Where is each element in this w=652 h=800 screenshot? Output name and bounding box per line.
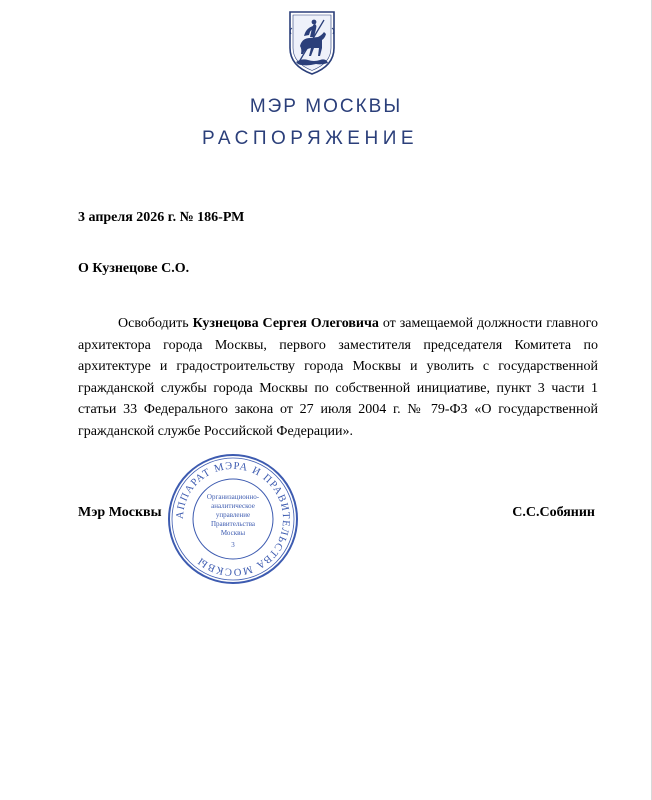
document-body <box>78 313 598 442</box>
body-rest: от замещаемой должности главного архитектора города Москвы, первого заместителя председателя Комитета по архитектуре и градостроительству города Москвы и уволить с государственной гражданской службы города Москвы по собственной инициативе, пункт 3 части 1 статьи 33 Федерального закона от 27 июля 2004 г. № 79-ФЗ «О государственной гражданской службе Российской Федерации». <box>78 316 598 439</box>
stamp-line-1: Организационно- <box>206 493 260 501</box>
header-doc-type: РАСПОРЯЖЕНИЕ <box>201 128 419 149</box>
stamp-line-4: Правительства <box>210 520 256 528</box>
document-date-number: 3 апреля 2026 г. № 186-РМ <box>78 210 245 225</box>
stamp-number: 3 <box>231 541 235 549</box>
official-stamp <box>166 452 300 586</box>
moscow-coat-of-arms-icon <box>284 8 340 78</box>
body-intro: Освободить <box>118 316 193 331</box>
document-subject: О Кузнецове С.О. <box>78 261 190 276</box>
signature-name: С.С.Собянин <box>512 505 595 520</box>
stamp-line-2: аналитическое <box>211 502 255 510</box>
signature-position: Мэр Москвы <box>78 505 162 520</box>
stamp-ring-text: АППАРАТ МЭРА И ПРАВИТЕЛЬСТВА МОСКВЫ <box>174 460 292 578</box>
body-person-name: Кузнецова Сергея Олеговича <box>192 316 379 331</box>
stamp-line-5: Москвы <box>220 529 246 537</box>
stamp-line-3: управление <box>215 511 251 519</box>
header-org-title: МЭР МОСКВЫ <box>249 96 403 117</box>
